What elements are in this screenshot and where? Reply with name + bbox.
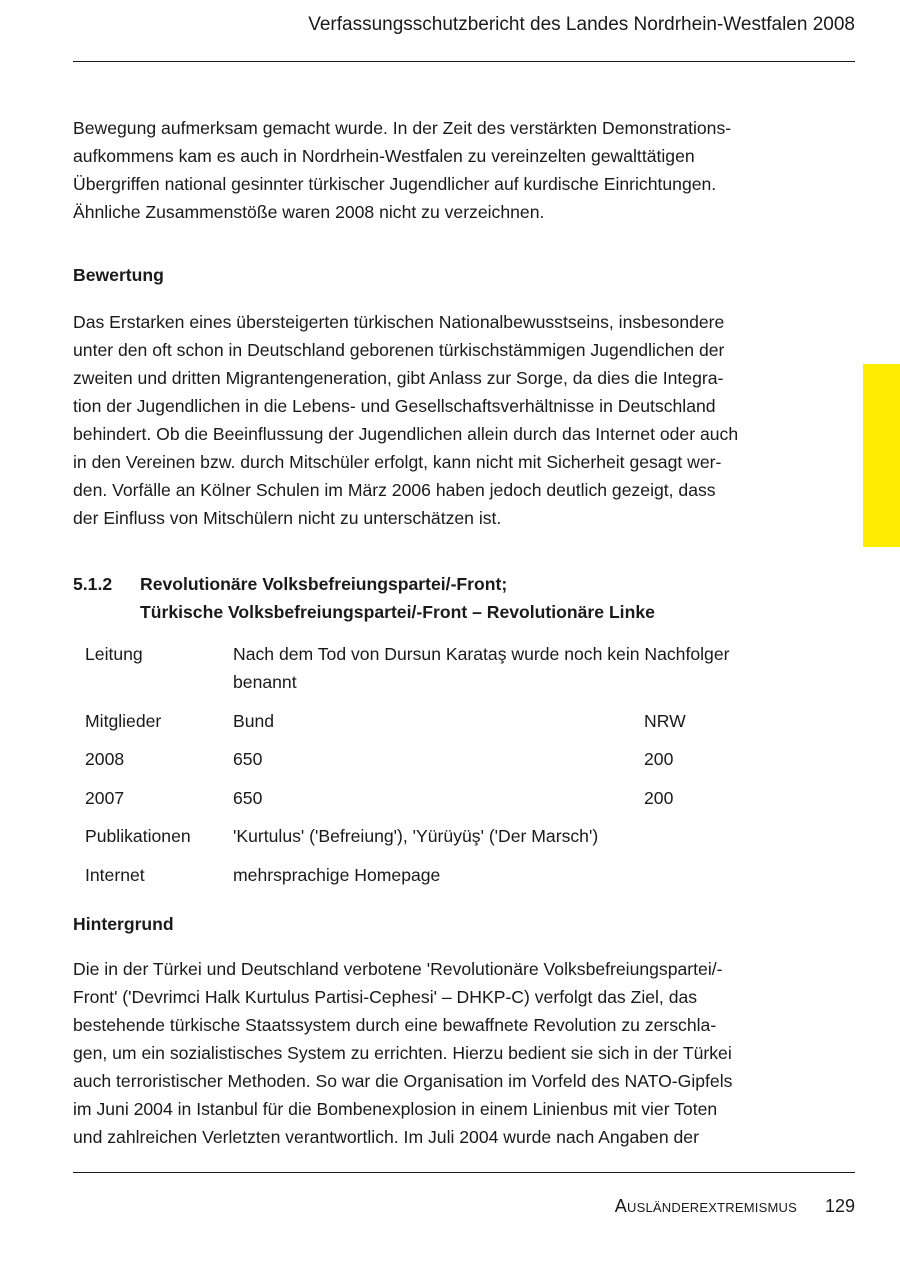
text-line: unter den oft schon in Deutschland geborenen türkischstämmigen Jugendlichen der: [73, 340, 725, 360]
table-row-publikationen: [85, 822, 729, 861]
section-number: 5.1.2: [73, 574, 113, 594]
page-number: 129: [824, 1196, 855, 1216]
publikationen-label: Publikationen: [85, 826, 191, 847]
running-header: Verfassungsschutzbericht des Landes Nordrhein-Westfalen 2008: [308, 14, 855, 35]
table-row-leitung: [85, 640, 729, 707]
table-row-internet: [85, 861, 729, 900]
table-row-members-2007: [85, 784, 729, 823]
text-line: Front' ('Devrimci Halk Kurtulus Partisi-Cephesi' – DHKP-C) verfolgt das Ziel, das: [73, 986, 698, 1007]
text-line: Bewegung aufmerksam gemacht wurde. In der Zeit des verstärkten Demonstrations-: [73, 118, 732, 138]
leitung-value-line: Nach dem Tod von Dursun Karataş wurde noch kein Nachfolger: [233, 644, 730, 664]
text-line: gen, um ein sozialistisches System zu errichten. Hierzu bedient sie sich in der Türkei: [73, 1042, 732, 1063]
text-line: aufkommens kam es auch in Nordrhein-Westfalen zu vereinzelten gewalttätigen: [73, 146, 695, 166]
text-line: Übergriffen national gesinnter türkischer Jugendlicher auf kurdische Einrichtungen.: [73, 174, 717, 194]
page-footer: [615, 1196, 855, 1217]
hintergrund-heading: Hintergrund: [73, 913, 174, 934]
organization-facts-table: [85, 640, 729, 900]
bund-count-cell: 650: [233, 787, 263, 808]
section-title-line: Türkische Volksbefreiungspartei/-Front – Revolutionäre Linke: [140, 602, 655, 622]
section-heading: [73, 570, 833, 626]
internet-value: mehrsprachige Homepage: [233, 864, 441, 885]
page-body: [73, 114, 833, 1151]
nrw-count-cell: 200: [644, 787, 674, 808]
nrw-column-header: NRW: [644, 710, 686, 731]
text-line: den. Vorfälle an Kölner Schulen im März 2006 haben jedoch deutlich gezeigt, dass: [73, 480, 716, 500]
chapter-tab-marker: [863, 364, 900, 547]
internet-label: Internet: [85, 864, 145, 885]
bund-column-header: Bund: [233, 710, 275, 731]
publikationen-value: 'Kurtulus' ('Befreiung'), 'Yürüyüş' ('Der Marsch'): [233, 826, 599, 847]
bewertung-heading: Bewertung: [73, 265, 164, 285]
header-rule: [73, 61, 855, 62]
nrw-count-cell: 200: [644, 749, 674, 770]
bewertung-paragraph: [73, 308, 833, 532]
intro-paragraph: [73, 114, 833, 226]
leitung-value-line: benannt: [233, 672, 297, 692]
text-line: der Einfluss von Mitschülern nicht zu unterschätzen ist.: [73, 508, 502, 528]
text-line: Das Erstarken eines übersteigerten türkischen Nationalbewusstseins, insbesondere: [73, 312, 725, 332]
text-line: im Juni 2004 in Istanbul für die Bombenexplosion in einem Linienbus mit vier Toten: [73, 1098, 718, 1119]
text-line: in den Vereinen bzw. durch Mitschüler erfolgt, kann nicht mit Sicherheit gesagt wer-: [73, 452, 722, 472]
bund-count-cell: 650: [233, 749, 263, 770]
table-row-members-2008: [85, 745, 729, 784]
leitung-value: [233, 640, 729, 707]
year-cell: 2007: [85, 787, 125, 808]
section-title-line: Revolutionäre Volksbefreiungspartei/-Front;: [140, 574, 508, 594]
section-title: [140, 570, 655, 626]
text-line: behindert. Ob die Beeinflussung der Jugendlichen allein durch das Internet oder auch: [73, 424, 739, 444]
text-line: Ähnliche Zusammenstöße waren 2008 nicht zu verzeichnen.: [73, 202, 545, 222]
text-line: auch terroristischer Methoden. So war die Organisation im Vorfeld des NATO-Gipfels: [73, 1070, 733, 1091]
year-cell: 2008: [85, 749, 125, 770]
hintergrund-paragraph: [73, 955, 833, 1151]
table-row-mitglieder: [85, 707, 729, 746]
text-line: Die in der Türkei und Deutschland verbotene 'Revolutionäre Volksbefreiungspartei/-: [73, 958, 723, 979]
text-line: und zahlreichen Verletzten verantwortlich. Im Juli 2004 wurde nach Angaben der: [73, 1126, 699, 1147]
leitung-label: Leitung: [85, 644, 143, 664]
mitglieder-label: Mitglieder: [85, 710, 162, 731]
footer-rule: [73, 1172, 855, 1173]
text-line: zweiten und dritten Migrantengeneration, gibt Anlass zur Sorge, da dies die Integra-: [73, 368, 724, 388]
text-line: tion der Jugendlichen in die Lebens- und Gesellschaftsverhältnisse in Deutschland: [73, 396, 716, 416]
text-line: bestehende türkische Staatssystem durch eine bewaffnete Revolution zu zerschla-: [73, 1014, 717, 1035]
footer-section-title: Ausländerextremismus: [614, 1196, 797, 1216]
